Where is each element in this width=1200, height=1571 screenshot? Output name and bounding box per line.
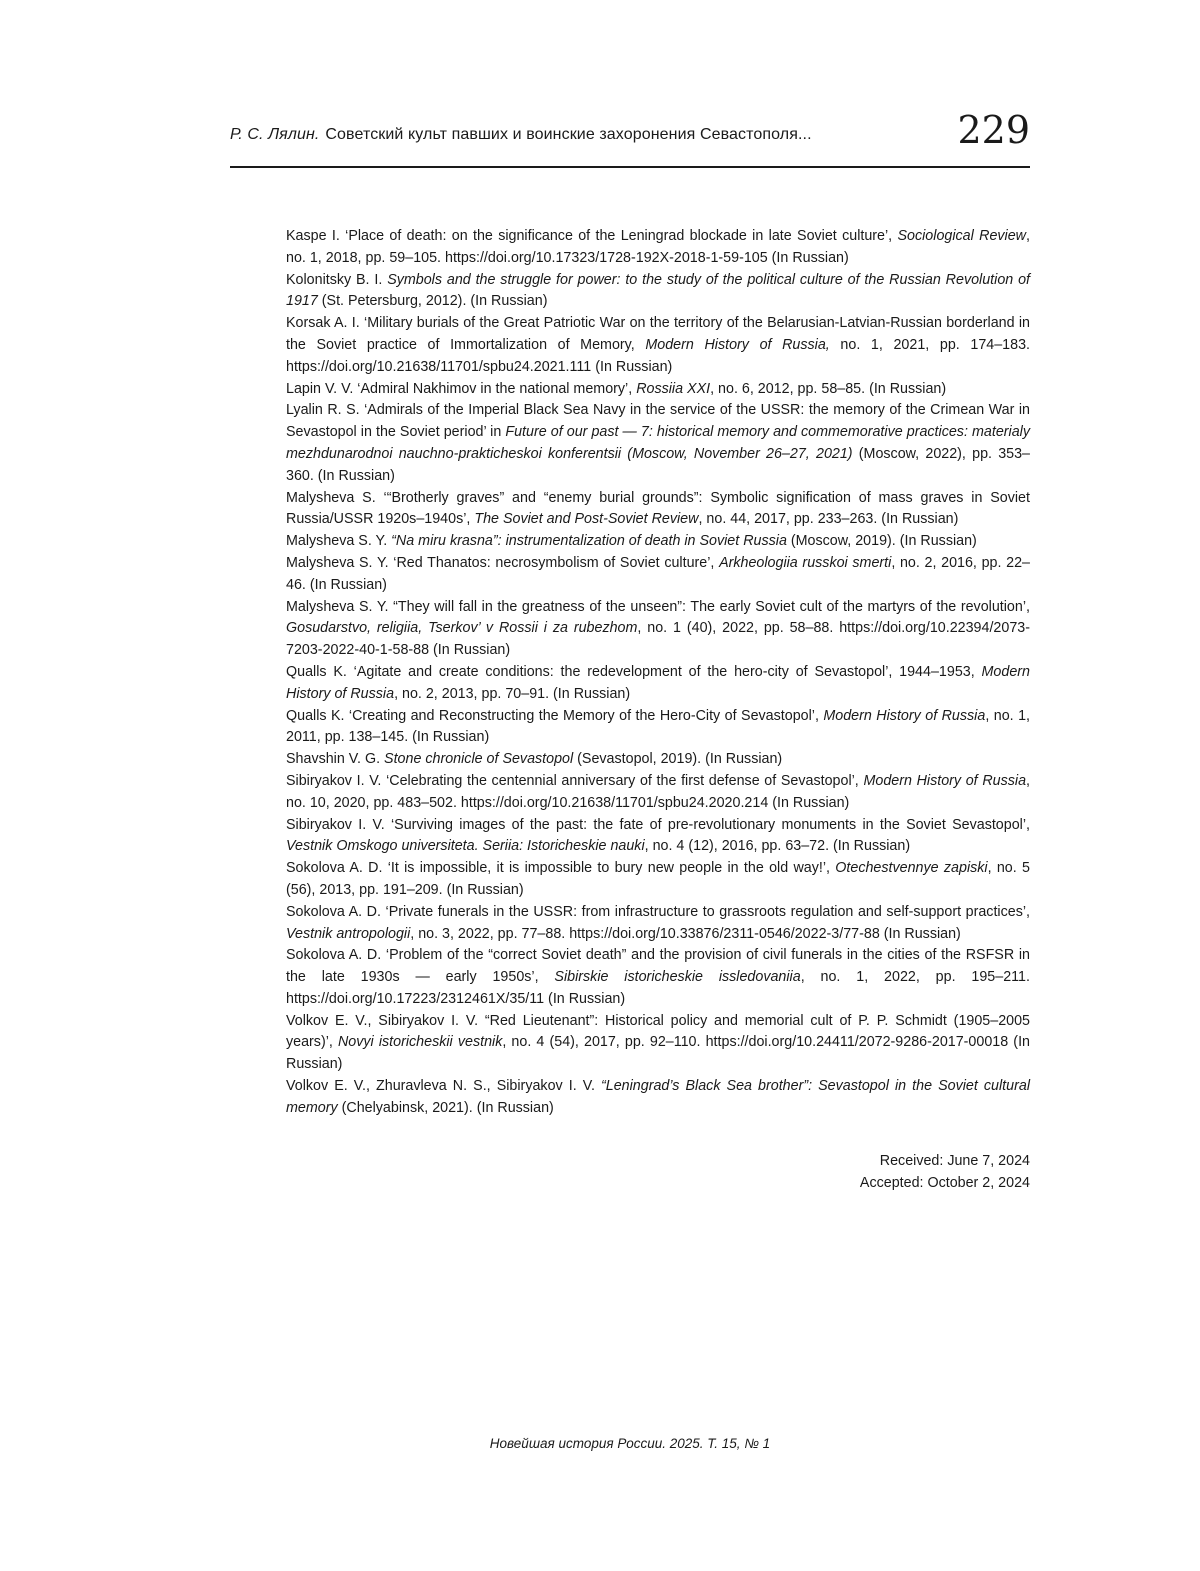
reference-text: , no. 5 (56), 2013, pp. 191–209. (In Russian)	[286, 860, 1030, 898]
reference-source-title: Arkheologiia russkoi smerti	[719, 554, 892, 571]
reference-entry	[286, 902, 1030, 946]
reference-source-title: Otechestvennye zapiski	[835, 860, 988, 877]
reference-text: (Chelyabinsk, 2021). (In Russian)	[337, 1099, 554, 1116]
reference-text: Volkov E. V., Sibiryakov I. V. “Red Lieutenant”: Historical policy and memorial cult of P. P. Schmidt (1905–2005 years)’,	[286, 1012, 1030, 1051]
reference-list	[286, 226, 1030, 1120]
reference-text: (Sevastopol, 2019). (In Russian)	[573, 751, 783, 768]
reference-entry	[286, 858, 1030, 902]
reference-text: , no. 2, 2016, pp. 22–46. (In Russian)	[286, 554, 1030, 593]
reference-text: Malysheva S. Y. ‘Red Thanatos: necrosymbolism of Soviet culture’,	[286, 554, 720, 571]
reference-text: Lyalin R. S. ‘Admirals of the Imperial Black Sea Navy in the service of the USSR: the memory of the Crimean War in Sevastopol in the Soviet period’ in	[286, 402, 1030, 441]
reference-text: , no. 44, 2017, pp. 233–263. (In Russian)	[698, 511, 959, 528]
reference-source-title: Novyi istoricheskii vestnik	[337, 1034, 503, 1051]
reference-text: no. 1, 2021, pp. 174–183. https://doi.org/10.21638/11701/spbu24.2021.111 (In Russian)	[286, 336, 1030, 375]
reference-source-title: Modern History of Russia	[286, 663, 1030, 702]
running-title	[230, 126, 812, 144]
reference-source-title: Sociological Review	[897, 228, 1027, 244]
reference-text: , no. 1, 2011, pp. 138–145. (In Russian)	[286, 707, 1030, 746]
reference-entry	[286, 815, 1030, 859]
reference-entry	[286, 597, 1030, 662]
reference-entry	[286, 706, 1030, 750]
reference-text: Qualls K. ‘Agitate and create conditions: the redevelopment of the hero-city of Sevastopol’, 1944–1953,	[286, 663, 982, 680]
reference-source-title: Modern History of Russia	[823, 707, 986, 724]
reference-entry	[286, 771, 1030, 815]
reference-source-title: Rossiia XXI	[636, 380, 711, 397]
article-dates	[860, 1151, 1030, 1195]
reference-text: (Moscow, 2022), pp. 353–360. (In Russian)	[286, 445, 1031, 484]
reference-text: Qualls K. ‘Creating and Reconstructing the Memory of the Hero-City of Sevastopol’,	[286, 707, 824, 724]
reference-entry	[286, 1011, 1030, 1076]
reference-source-title: Symbols and the struggle for power: to the study of the political culture of the Russian Revolution of 1917	[286, 271, 1031, 310]
reference-entry	[286, 270, 1030, 314]
reference-source-title: Gosudarstvo, religiia, Tserkov’ v Rossii i za rubezhom	[286, 620, 638, 637]
reference-text: Kaspe I. ‘Place of death: on the significance of the Leningrad blockade in late Soviet culture’,	[286, 228, 898, 244]
reference-text: Sokolova A. D. ‘Private funerals in the USSR: from infrastructure to grassroots regulation and self-support practices’,	[286, 903, 1030, 920]
reference-source-title: Stone chronicle of Sevastopol	[384, 751, 574, 768]
reference-text: , no. 2, 2013, pp. 70–91. (In Russian)	[394, 685, 631, 702]
reference-text: (Moscow, 2019). (In Russian)	[786, 533, 977, 550]
reference-text: , no. 1 (40), 2022, pp. 58–88. https://doi.org/10.22394/2073-7203-2022-40-1-58-88 (In Russian)	[286, 620, 1030, 659]
reference-source-title: Future of our past — 7: historical memory and commemorative practices: materialy mezhdunarodnoi nauchno-prakticheskoi konferentsii (Moscow, November 26–27, 2021)	[286, 424, 1030, 462]
reference-text: , no. 4 (54), 2017, pp. 92–110. https://doi.org/10.24411/2072-9286-2017-00018 (In Russian)	[286, 1034, 1030, 1073]
reference-entry	[286, 945, 1030, 1010]
reference-source-title: Vestnik antropologii	[286, 925, 411, 942]
reference-entry	[286, 488, 1030, 532]
reference-text: Shavshin V. G.	[286, 751, 385, 768]
reference-entry	[286, 531, 1030, 553]
reference-text: Sibiryakov I. V. ‘Celebrating the centennial anniversary of the first defense of Sevastopol’,	[286, 772, 864, 789]
reference-entry	[286, 379, 1030, 401]
received-date: Received: June 7, 2024	[879, 1153, 1030, 1169]
reference-text: Sibiryakov I. V. ‘Surviving images of the past: the fate of pre-revolutionary monuments in the Soviet Sevastopol’,	[286, 816, 1030, 833]
reference-source-title: Sibirskie istoricheskie issledovaniia	[554, 969, 801, 986]
header-author: Р. С. Лялин.	[230, 126, 320, 143]
reference-text: Korsak A. I. ‘Military burials of the Great Patriotic War on the territory of the Belarusian-Latvian-Russian borderland in the Soviet practice of Immortalization of Memory,	[286, 315, 1030, 353]
reference-text: Malysheva S. Y.	[286, 533, 392, 550]
reference-text: Malysheva S. ‘“Brotherly graves” and “enemy burial grounds”: Symbolic signification of mass graves in Soviet Russia/USSR 1920s–1940s’,	[286, 489, 1030, 528]
reference-source-title: Modern History of Russia,	[645, 336, 830, 353]
reference-text: Volkov E. V., Zhuravleva N. S., Sibiryakov I. V.	[286, 1078, 602, 1095]
reference-entry	[286, 1076, 1030, 1120]
reference-entry	[286, 313, 1030, 378]
reference-source-title: Modern History of Russia	[863, 772, 1027, 789]
reference-source-title: The Soviet and Post-Soviet Review	[474, 511, 699, 528]
accepted-date: Accepted: October 2, 2024	[859, 1174, 1030, 1191]
reference-text: , no. 3, 2022, pp. 77–88. https://doi.org/10.33876/2311-0546/2022-3/77-88 (In Russian)	[410, 925, 961, 942]
reference-entry	[286, 400, 1030, 487]
reference-text: , no. 10, 2020, pp. 483–502. https://doi.org/10.21638/11701/spbu24.2020.214 (In Russian)	[286, 772, 1031, 811]
reference-entry	[286, 662, 1030, 706]
reference-source-title: “Na miru krasna”: instrumentalization of death in Soviet Russia	[391, 533, 787, 550]
reference-source-title: “Leningrad’s Black Sea brother”: Sevastopol in the Soviet cultural memory	[286, 1078, 1030, 1116]
reference-text: Malysheva S. Y. “They will fall in the greatness of the unseen”: The early Soviet cult of the martyrs of the revolution’,	[286, 598, 1030, 615]
header-divider	[230, 166, 1030, 168]
reference-text: Sokolova A. D. ‘It is impossible, it is impossible to bury new people in the old way!’,	[286, 860, 836, 877]
reference-source-title: Vestnik Omskogo universiteta. Seriia: Istoricheskie nauki	[286, 838, 645, 855]
reference-text: Sokolova A. D. ‘Problem of the “correct Soviet death” and the provision of civil funerals in the cities of the RSFSR in the late 1930s — early 1950s’,	[286, 947, 1030, 986]
header-article-title: Советский культ павших и воинские захоронения Севастополя...	[325, 126, 812, 143]
reference-text: Lapin V. V. ‘Admiral Nakhimov in the national memory’,	[286, 380, 637, 397]
reference-text: Kolonitsky B. I.	[286, 271, 388, 288]
running-header	[230, 108, 1030, 164]
reference-entry	[286, 553, 1030, 597]
reference-text: , no. 4 (12), 2016, pp. 63–72. (In Russian)	[644, 838, 911, 855]
reference-text: , no. 1, 2022, pp. 195–211. https://doi.org/10.17223/2312461X/35/11 (In Russian)	[286, 969, 1030, 1007]
reference-text: , no. 6, 2012, pp. 58–85. (In Russian)	[710, 380, 947, 397]
journal-footer: Новейшая история России. 2025. Т. 15, № 1	[489, 1436, 771, 1451]
reference-text: (St. Petersburg, 2012). (In Russian)	[317, 293, 548, 310]
reference-text: , no. 1, 2018, pp. 59–105. https://doi.org/10.17323/1728-192X-2018-1-59-105 (In Russian)	[286, 228, 1030, 266]
page-number: 229	[957, 108, 1030, 152]
reference-entry	[286, 749, 1030, 771]
reference-entry	[286, 226, 1030, 270]
